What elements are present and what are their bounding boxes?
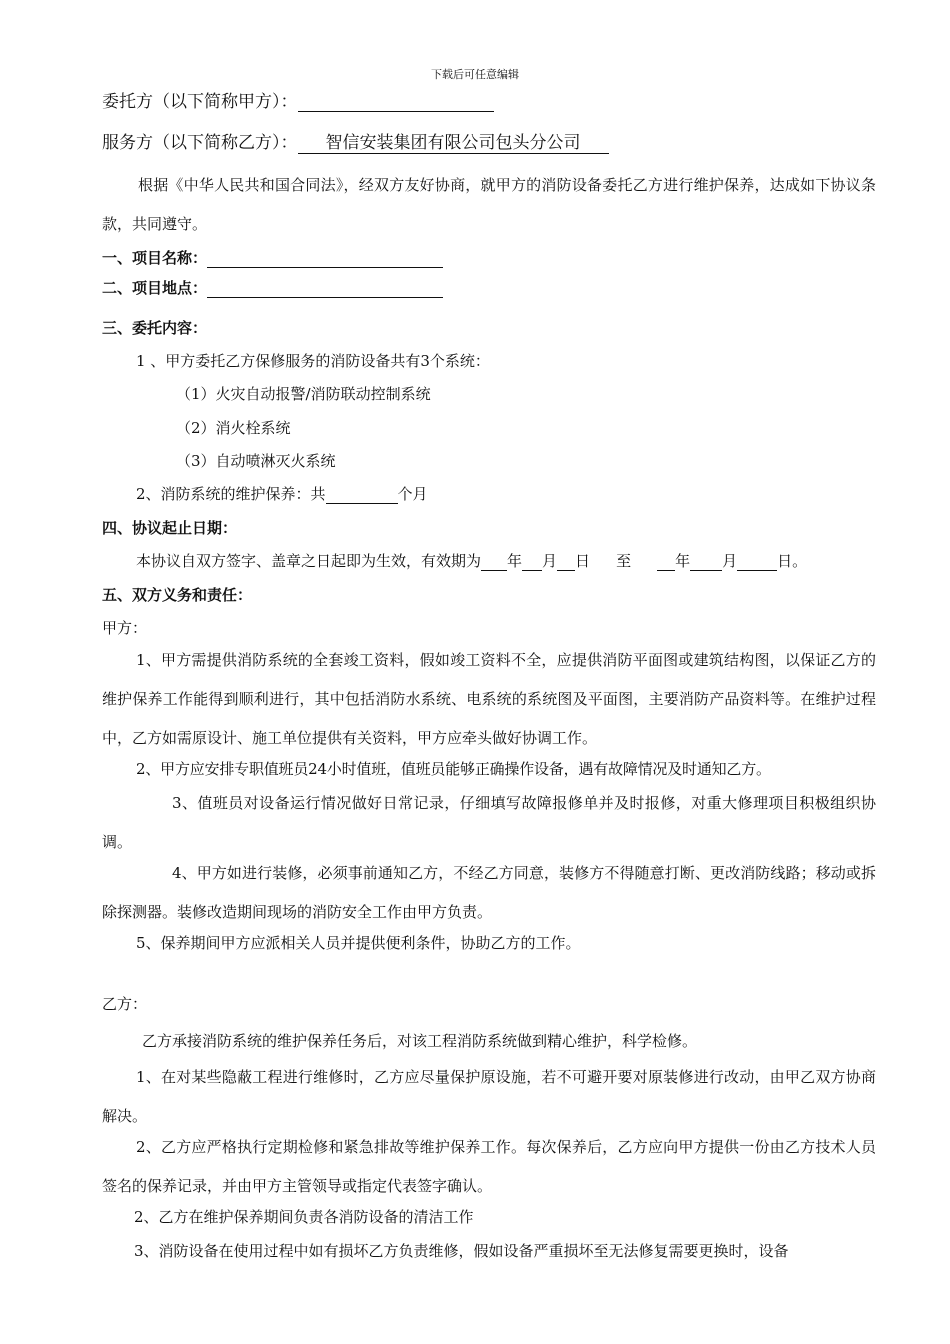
- system-1: （1）火灾自动报警/消防联动控制系统: [176, 385, 431, 403]
- party-a-clause-5: 5、保养期间甲方应派相关人员并提供便利条件，协助乙方的工作。: [136, 934, 581, 952]
- dates-line: [136, 551, 807, 571]
- intro-paragraph: 根据《中华人民共和国合同法》，经双方友好协商，就甲方的消防设备委托乙方进行维护保养，达成如下协议条款，共同遵守。: [102, 176, 876, 233]
- provider-line: [102, 133, 609, 153]
- months-blank: [326, 485, 398, 504]
- party-a-heading: 甲方：: [102, 619, 148, 637]
- section-obligations: 五、双方义务和责任：: [102, 586, 253, 604]
- scope-item-1: 1 、甲方委托乙方保修服务的消防设备共有3个系统：: [136, 352, 490, 370]
- client-label: 委托方（以下简称甲方）：: [102, 92, 298, 112]
- section-project-location: [102, 278, 443, 298]
- party-b-heading: 乙方：: [102, 995, 148, 1013]
- project-location-blank: [207, 279, 443, 298]
- system-2: （2）消火栓系统: [176, 419, 291, 437]
- start-day-blank: [557, 552, 575, 571]
- section-scope: 三、委托内容：: [102, 319, 208, 337]
- party-b-clause-4: 3、消防设备在使用过程中如有损坏乙方负责维修，假如设备严重损坏至无法修复需要更换时，设备: [134, 1242, 789, 1260]
- start-month-label: 月: [542, 552, 558, 570]
- scope-item-2-text: 2、消防系统的维护保养：共: [136, 485, 326, 503]
- section-project-name: [102, 248, 443, 268]
- header-note: 下载后可任意编辑: [431, 68, 519, 81]
- party-a-clause-3: 3、值班员对设备运行情况做好日常记录，仔细填写故障报修单并及时报修，对重大修理项目积极组织协调。: [102, 794, 876, 851]
- scope-item-2: [136, 484, 428, 504]
- end-month-blank: [690, 552, 722, 571]
- party-b-clause-2: 2、乙方应严格执行定期检修和紧急排故等维护保养工作。每次保养后，乙方应向甲方提供一份由乙方技术人员签名的保养记录，并由甲方主管领导或指定代表签字确认。: [102, 1138, 876, 1195]
- to-label: 至: [616, 552, 632, 570]
- project-name-blank: [207, 249, 443, 268]
- party-a-clause-4: 4、甲方如进行装修，必须事前通知乙方，不经乙方同意，装修方不得随意打断、更改消防线路；移动或拆除探测器。装修改造期间现场的消防安全工作由甲方负责。: [102, 864, 876, 921]
- scope-item-2-unit: 个月: [397, 485, 428, 503]
- party-b-intro: 乙方承接消防系统的维护保养任务后，对该工程消防系统做到精心维护，科学检修。: [142, 1032, 698, 1050]
- system-3: （3）自动喷淋灭火系统: [176, 452, 336, 470]
- provider-name: 智信安装集团有限公司包头分公司: [298, 133, 609, 154]
- dates-text: 本协议自双方签字、盖章之日起即为生效，有效期为: [136, 552, 482, 570]
- party-b-clause-3: 2、乙方在维护保养期间负责各消防设备的清洁工作: [134, 1208, 474, 1226]
- end-year-blank: [657, 552, 675, 571]
- end-day-blank: [737, 552, 777, 571]
- client-line: [102, 92, 494, 112]
- start-day-label: 日: [575, 552, 591, 570]
- start-month-blank: [522, 552, 542, 571]
- party-b-clause-1: 1、在对某些隐蔽工程进行维修时，乙方应尽量保护原设施，若不可避开要对原装修进行改动，由甲乙双方协商解决。: [102, 1068, 876, 1125]
- end-day-label: 日。: [777, 552, 808, 570]
- section-project-name-label: 一、项目名称：: [102, 249, 208, 267]
- provider-label: 服务方（以下简称乙方）：: [102, 133, 298, 153]
- end-year-label: 年: [675, 552, 691, 570]
- party-a-clause-1: 1、甲方需提供消防系统的全套竣工资料，假如竣工资料不全，应提供消防平面图或建筑结构图，以保证乙方的维护保养工作能得到顺利进行，其中包括消防水系统、电系统的系统图及平面图，主要消防产品资料等。在维护过程中，乙方如需原设计、施工单位提供有关资料，甲方应牵头做好协调工作。: [102, 651, 876, 747]
- section-project-location-label: 二、项目地点：: [102, 279, 208, 297]
- section-dates: 四、协议起止日期：: [102, 519, 238, 537]
- start-year-blank: [481, 552, 507, 571]
- end-month-label: 月: [722, 552, 738, 570]
- start-year-label: 年: [507, 552, 523, 570]
- party-a-clause-2: 2、甲方应安排专职值班员24小时值班，值班员能够正确操作设备，遇有故障情况及时通知乙方。: [136, 760, 771, 778]
- client-blank: [298, 93, 494, 112]
